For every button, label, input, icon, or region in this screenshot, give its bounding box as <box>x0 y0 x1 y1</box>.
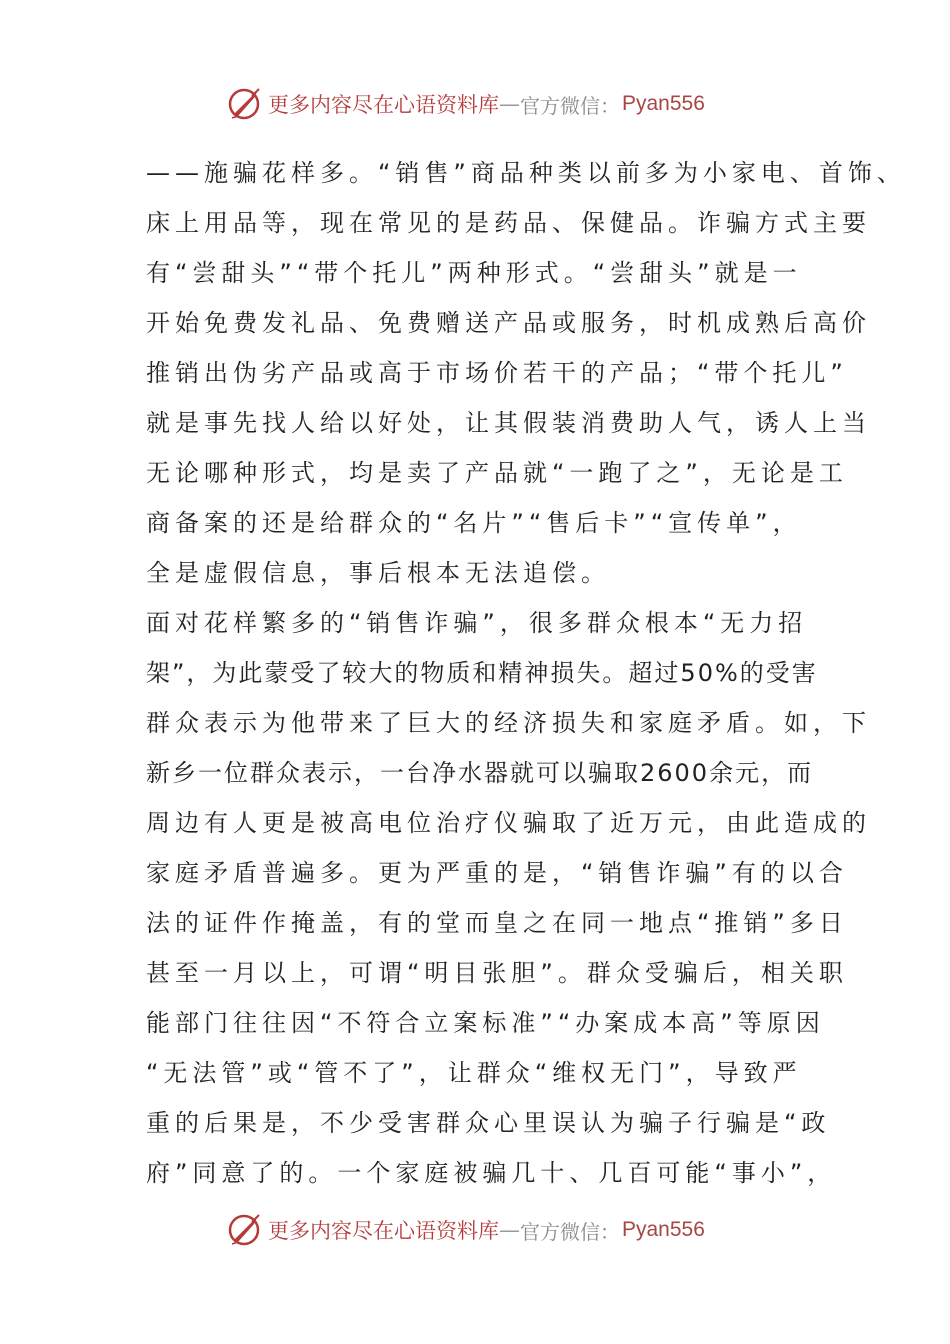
body-line: 甚至一月以上，可谓“明目张胆”。群众受骗后，相关职 <box>146 959 848 987</box>
body-line: “无法管”或“管不了”，让群众“维权无门”，导致严 <box>146 1059 802 1087</box>
header-official-label: 官方微信： <box>520 93 620 118</box>
body-line: 推销出伪劣产品或高于市场价若干的产品；“带个托儿” <box>146 359 848 387</box>
body-line: 重的后果是，不少受害群众心里误认为骗子行骗是“政 <box>146 1109 831 1137</box>
pen-logo-icon <box>226 1210 266 1250</box>
body-line: 床上用品等，现在常见的是药品、保健品。诈骗方式主要 <box>146 209 871 237</box>
body-line: 架”，为此蒙受了较大的物质和精神损失。超过50%的受害 <box>146 659 818 687</box>
header-separator: — <box>499 92 520 116</box>
pen-logo-icon <box>226 84 266 124</box>
footer-wechat-id: Pyan556 <box>622 1218 705 1241</box>
body-line: 新乡一位群众表示，一台净水器就可以骗取2600余元，而 <box>146 759 814 787</box>
body-line: 有“尝甜头”“带个托儿”两种形式。“尝甜头”就是一 <box>146 259 802 287</box>
body-line: ——施骗花样多。“销售”商品种类以前多为小家电、首饰、 <box>146 159 906 187</box>
body-line: 能部门往往因“不符合立案标准”“办案成本高”等原因 <box>146 1009 825 1037</box>
body-line: 面对花样繁多的“销售诈骗”，很多群众根本“无力招 <box>146 609 808 637</box>
body-line: 家庭矛盾普遍多。更为严重的是，“销售诈骗”有的以合 <box>146 859 848 887</box>
body-line: 开始免费发礼品、免费赠送产品或服务，时机成熟后高价 <box>146 309 871 337</box>
header-wechat-id: Pyan556 <box>622 92 705 115</box>
body-line: 法的证件作掩盖，有的堂而皇之在同一地点“推销”多日 <box>146 909 848 937</box>
document-body <box>146 148 906 1198</box>
body-line: 全是虚假信息，事后根本无法追偿。 <box>146 559 610 587</box>
body-line: 周边有人更是被高电位治疗仪骗取了近万元，由此造成的 <box>146 809 871 837</box>
header-brand-text: 更多内容尽在心语资料库 <box>268 93 499 117</box>
body-line: 群众表示为他带来了巨大的经济损失和家庭矛盾。如，下 <box>146 709 871 737</box>
header-banner <box>226 84 746 124</box>
body-line: 商备案的还是给群众的“名片”“售后卡”“宣传单”， <box>146 509 802 537</box>
footer-brand-text: 更多内容尽在心语资料库 <box>268 1219 499 1243</box>
footer-separator: — <box>499 1218 520 1242</box>
body-line: 无论哪种形式，均是卖了产品就“一跑了之”，无论是工 <box>146 459 848 487</box>
footer-banner <box>226 1210 746 1250</box>
footer-official-label: 官方微信： <box>520 1219 620 1244</box>
body-line: 府”同意了的。一个家庭被骗几十、几百可能“事小”， <box>146 1159 837 1187</box>
body-line: 就是事先找人给以好处，让其假装消费助人气，诱人上当 <box>146 409 871 437</box>
